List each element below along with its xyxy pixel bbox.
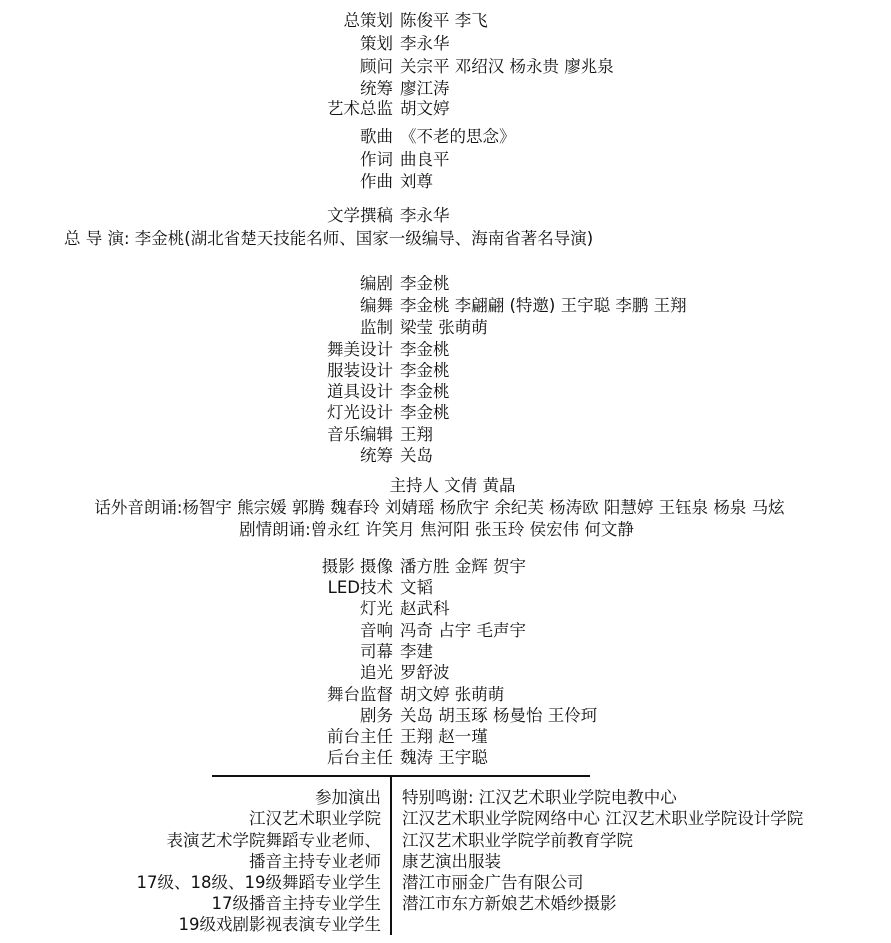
credit-names: 李建	[400, 642, 433, 661]
credit-row	[0, 205, 891, 227]
credit-row	[0, 56, 891, 78]
credit-names: 胡文婷 张萌萌	[400, 685, 505, 704]
credit-row	[0, 33, 891, 55]
thanks-row	[0, 851, 891, 873]
credit-names: 李金桃	[400, 403, 450, 422]
credit-row	[0, 126, 891, 148]
credit-names: 梁莹 张萌萌	[400, 318, 488, 337]
credit-row	[0, 98, 891, 120]
horizontal-divider	[212, 775, 590, 777]
hosts-row	[0, 475, 891, 497]
credit-row	[0, 424, 891, 446]
participant-text: 19级戏剧影视表演专业学生	[178, 915, 381, 934]
credit-row	[0, 726, 891, 748]
thanks-text: 潜江市东方新娘艺术婚纱摄影	[402, 894, 617, 913]
credit-names: 罗舒波	[400, 663, 450, 682]
credit-names: 潘方胜 金辉 贺宇	[400, 557, 526, 576]
credit-role: 作词	[360, 150, 393, 169]
director-text: 总 导 演: 李金桃(湖北省楚天技能名师、国家一级编导、海南省著名导演)	[64, 229, 594, 248]
credit-names: 陈俊平 李飞	[400, 11, 488, 30]
credit-row	[0, 295, 891, 317]
credit-names: 关宗平 邓绍汉 杨永贵 廖兆泉	[400, 57, 614, 76]
participant-text: 17级、18级、19级舞蹈专业学生	[136, 873, 381, 892]
credit-role: 监制	[360, 318, 393, 337]
credit-row	[0, 10, 891, 32]
credit-role: 统筹	[360, 79, 393, 98]
credit-names: 赵武科	[400, 599, 450, 618]
credit-row	[0, 577, 891, 599]
credit-row	[0, 641, 891, 663]
thanks-row	[0, 872, 891, 894]
credit-names: 冯奇 占宇 毛声宇	[400, 621, 526, 640]
credit-row	[0, 598, 891, 620]
thanks-text: 特别鸣谢: 江汉艺术职业学院电教中心	[402, 788, 677, 807]
credit-role: 编舞	[360, 296, 393, 315]
credit-names: 李永华	[400, 206, 450, 225]
credit-names: 王翔	[400, 425, 433, 444]
drama-reading-text: 剧情朗诵:曾永红 许笑月 焦河阳 张玉玲 侯宏伟 何文静	[239, 520, 634, 539]
voiceover-row	[0, 497, 891, 519]
credit-role: 编剧	[360, 274, 393, 293]
credit-row	[0, 705, 891, 727]
credit-row	[0, 402, 891, 424]
credit-role: 道具设计	[327, 382, 393, 401]
credit-names: 胡文婷	[400, 99, 450, 118]
voiceover-text: 话外音朗诵:杨智宇 熊宗媛 郭腾 魏春玲 刘婧瑶 杨欣宇 余纪芙 杨涛欧 阳慧婷 王钰泉 杨泉 马炫	[94, 498, 785, 517]
credit-names: 李金桃	[400, 340, 450, 359]
credit-row	[0, 662, 891, 684]
credit-role: 追光	[360, 663, 393, 682]
thanks-row	[0, 808, 891, 830]
credit-role: LED技术	[327, 578, 393, 597]
credit-names: 李金桃	[400, 274, 450, 293]
credit-names: 李永华	[400, 34, 450, 53]
credit-row	[0, 684, 891, 706]
credit-names: 李金桃	[400, 382, 450, 401]
credit-role: 总策划	[343, 11, 393, 30]
credit-role: 前台主任	[327, 727, 393, 746]
credit-role: 摄影 摄像	[321, 557, 393, 576]
participants-row	[0, 914, 891, 936]
credit-role: 司幕	[360, 642, 393, 661]
credit-names: 李金桃 李翩翩 (特邀) 王宇聪 李鹏 王翔	[400, 296, 687, 315]
credit-row	[0, 747, 891, 769]
credit-names: 李金桃	[400, 361, 450, 380]
participant-text: 表演艺术学院舞蹈专业老师、	[166, 831, 381, 850]
credit-names: 《不老的思念》	[400, 127, 516, 146]
credit-names: 王翔 赵一瑾	[400, 727, 488, 746]
credit-row	[0, 273, 891, 295]
credit-row	[0, 78, 891, 100]
credit-role: 统筹	[360, 446, 393, 465]
participant-text: 17级播音主持专业学生	[211, 894, 381, 913]
thanks-row	[0, 893, 891, 915]
hosts-text: 主持人 文倩 黄晶	[389, 476, 516, 495]
credit-row	[0, 360, 891, 382]
credit-role: 音乐编辑	[327, 425, 393, 444]
credit-names: 曲良平	[400, 150, 450, 169]
credit-row	[0, 339, 891, 361]
thanks-text: 江汉艺术职业学院学前教育学院	[402, 831, 633, 850]
thanks-text: 康艺演出服装	[402, 852, 501, 871]
credit-row	[0, 171, 891, 193]
credit-role: 灯光设计	[327, 403, 393, 422]
credit-names: 文韬	[400, 578, 433, 597]
credit-names: 关岛 胡玉琢 杨曼怡 王伶珂	[400, 706, 598, 725]
participant-text: 江汉艺术职业学院	[249, 809, 381, 828]
credit-names: 关岛	[400, 446, 433, 465]
thanks-row	[0, 787, 891, 809]
participant-text: 播音主持专业老师	[249, 852, 381, 871]
credit-role: 顾问	[360, 57, 393, 76]
credit-role: 策划	[360, 34, 393, 53]
drama-reading-row	[0, 519, 891, 541]
credit-role: 舞美设计	[327, 340, 393, 359]
credit-role: 后台主任	[327, 748, 393, 767]
credit-row	[0, 556, 891, 578]
credit-names: 刘尊	[400, 172, 433, 191]
credit-row	[0, 149, 891, 171]
credit-row	[0, 445, 891, 467]
credit-role: 剧务	[360, 706, 393, 725]
credit-names: 魏涛 王宇聪	[400, 748, 488, 767]
credit-role: 作曲	[360, 172, 393, 191]
credit-role: 服装设计	[327, 361, 393, 380]
credit-names: 廖江涛	[400, 79, 450, 98]
director-row	[0, 228, 891, 250]
credit-role: 歌曲	[360, 127, 393, 146]
credit-role: 音响	[360, 621, 393, 640]
credit-role: 灯光	[360, 599, 393, 618]
credit-role: 艺术总监	[327, 99, 393, 118]
participant-text: 参加演出	[315, 788, 381, 807]
credit-role: 舞台监督	[327, 685, 393, 704]
credit-row	[0, 317, 891, 339]
credit-row	[0, 620, 891, 642]
thanks-text: 江汉艺术职业学院网络中心 江汉艺术职业学院设计学院	[402, 809, 804, 828]
credit-row	[0, 381, 891, 403]
thanks-row	[0, 830, 891, 852]
credit-role: 文学撰稿	[327, 206, 393, 225]
thanks-text: 潜江市丽金广告有限公司	[402, 873, 584, 892]
